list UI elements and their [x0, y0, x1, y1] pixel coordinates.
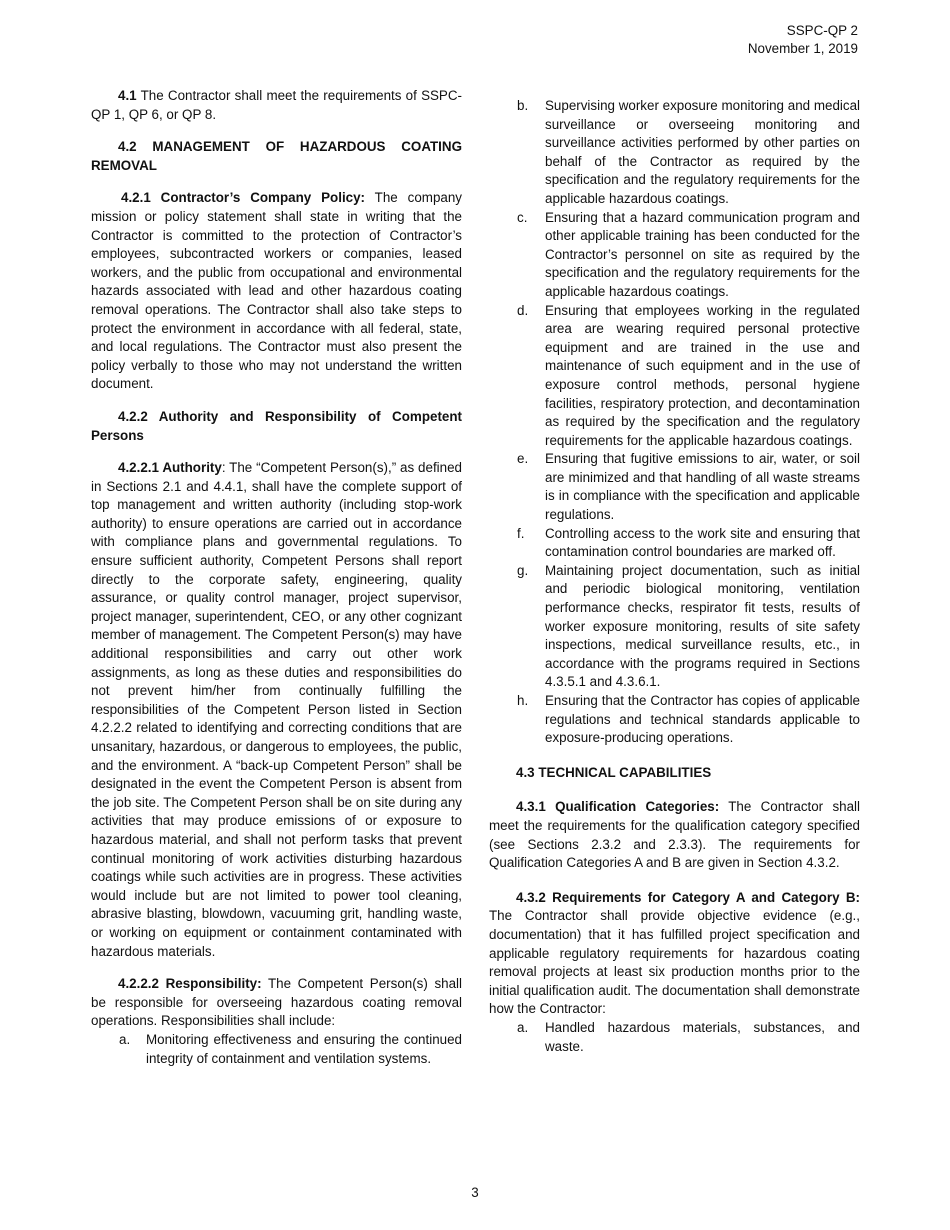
section-4-2-2-1-heading: 4.2.2.1 Authority [118, 460, 222, 476]
list-item [489, 209, 860, 302]
left-column [91, 87, 462, 1068]
list-item-label: b. [517, 98, 529, 113]
list-item-text: Controlling access to the work site and ensuring that contamination control boundaries are marked off. [545, 525, 860, 560]
list-item-text: Handled hazardous materials, substances, and waste. [545, 1019, 860, 1054]
section-4-2-heading: 4.2 MANAGEMENT OF HAZARDOUS COATING REMOVAL [91, 139, 462, 173]
list-item [489, 302, 860, 451]
demonstration-list [489, 1019, 860, 1056]
section-4-2-2-heading: 4.2.2 Authority and Responsibility of Competent Persons [91, 408, 462, 443]
list-item-text: Ensuring that fugitive emissions to air, water, or soil are minimized and that handling of all waste streams is in compliance with the specification and applicable regulations. [545, 451, 860, 523]
section-4-3-1-heading: 4.3.1 Qualification Categories: [516, 799, 720, 815]
list-item [489, 525, 860, 562]
list-item-text: Ensuring that employees working in the regulated area are wearing required personal protective equipment and are trained in the use and maintenance of such equipment and in the use of exposure control methods, personal hygiene facilities, respiratory protection, and decontamination as required by the specification and the regulatory requirements for the applicable hazardous coatings. [545, 302, 860, 448]
section-4-2-1 [91, 189, 462, 394]
document-id: SSPC-QP 2 [786, 23, 858, 38]
section-4-2-2-2 [91, 975, 462, 1031]
list-item [489, 97, 860, 209]
section-4-3-heading: 4.3 TECHNICAL CAPABILITIES [516, 764, 712, 780]
page-number: 3 [471, 1185, 479, 1200]
section-4-2-1-heading: 4.2.1 Contractor’s Company Policy: [121, 190, 366, 206]
list-item-label: e. [517, 451, 529, 467]
section-4-1-text: The Contractor shall meet the requirements of SSPC-QP 1, QP 6, or QP 8. [91, 88, 462, 122]
list-item-text: Ensuring that a hazard communication program and other applicable training has been conducted for the Contractor’s personnel on site as required by the specification and the regulatory requirements for the applicable hazardous coatings. [545, 209, 860, 299]
document-date: November 1, 2019 [747, 41, 858, 56]
list-item-label: d. [517, 302, 529, 318]
list-item-label: c. [517, 209, 528, 225]
section-4-3-1-text: The Contractor shall meet the requirements for the qualification category specified (see Sections 2.3.2 and 2.3.3). The requirements for Qualification Categories A and B are given in Section 4.3.2. [489, 799, 860, 871]
page-header [748, 22, 858, 58]
list-item-label: g. [517, 562, 529, 578]
section-4-2-2-1 [91, 459, 462, 961]
list-item-text: Ensuring that the Contractor has copies of applicable regulations and technical standards applicable to exposure-producing operations. [545, 693, 860, 746]
list-item-text: Monitoring effectiveness and ensuring the continued integrity of containment and ventilation systems. [146, 1031, 462, 1066]
section-4-3-1 [489, 798, 860, 872]
list-item-text: Maintaining project documentation, such as initial and periodic biological monitoring, ventilation performance checks, respirator fit tests, results of worker exposure monitoring, results of site safety inspections, medical surveillance results, etc., in accordance with the programs required in Sections 4.3.5.1 and 4.3.6.1. [545, 562, 860, 690]
list-item-label: h. [517, 693, 529, 708]
list-item-text: Supervising worker exposure monitoring and medical surveillance or overseeing monitoring and surveillance activities performed by other parties on behalf of the Contractor as required by the specification and the regulatory requirements for the applicable hazardous coatings. [545, 98, 860, 206]
section-4-2-2-1-text: : The “Competent Person(s),” as defined in Sections 2.1 and 4.4.1, shall have the complete support of top management and written authority (including stop-work authority) to ensure operations are carried out in accordance with compliance plans and governmental regulations. To ensure sufficient authority, Competent Persons shall report directly to the corporate safety, engineering, quality assurance, or quality control manager, project supervisor, project manager, superintendent, CEO, or any other cognizant member of management. The Competent Person(s) may have additional responsibilities and carry out other work assignments, as long as these duties and responsibilities do not prevent him/her from continually fulfilling the responsibilities of the Competent Person listed in Section 4.2.2.2 related to identifying and correcting conditions that are unsanitary, hazardous, or dangerous to employees, the public, and the environment. A “back-up Competent Person” shall be designated in the event the Competent Person is absent from the job site. The Competent Person shall be on site during any activities that may produce emissions of or exposure to hazardous material, and shall not perform tasks that prevent continual monitoring of work activities disturbing hazardous coatings while such activities are in progress. These activities would include but are not limited to power tool cleaning, abrasive blasting, blowdown, vacuuming grit, handling waste, or working on equipment or containment contaminated with hazardous materials. [91, 460, 462, 959]
list-item-label: a. [119, 1031, 131, 1047]
section-4-2-2-2-heading: 4.2.2.2 Responsibility: [118, 976, 262, 992]
section-4-2-2-2-text: The Competent Person(s) shall be responsible for overseeing hazardous coating removal operations. Responsibilities shall include: [91, 976, 462, 1029]
responsibility-list-left [91, 1031, 462, 1068]
section-4-1 [91, 87, 462, 124]
list-item-label: f. [517, 525, 525, 541]
section-4-3-2 [489, 889, 860, 1019]
section-4-3-2-heading: 4.3.2 Requirements for Category A and Category B: [516, 889, 860, 905]
section-4-3-2-text: The Contractor shall provide objective evidence (e.g., documentation) that it has fulfilled project specification and applicable regulatory requirements for hazardous coating removal projects at least six production months prior to the initial qualification audit. The documentation shall demonstrate how the Contractor: [489, 908, 860, 1017]
list-item [489, 562, 860, 692]
section-4-1-number: 4.1 [118, 88, 137, 103]
section-4-2-1-text: The company mission or policy statement shall state in writing that the Contractor is committed to the protection of Contractor’s employees, subcontracted workers or companies, leased workers, and the public from occupational and environmental hazards associated with lead and other hazardous coating removal operations. The Contractor shall also take steps to protect the environment in accordance with all federal, state, and local regulations. The Contractor must also present the policy verbally to those who may not understand the written document. [91, 190, 462, 392]
list-item [489, 450, 860, 524]
responsibility-list-right [489, 97, 860, 748]
list-item [489, 692, 860, 748]
list-item-label: a. [517, 1019, 529, 1035]
list-item [489, 1019, 860, 1056]
list-item [91, 1031, 462, 1068]
right-column [489, 97, 860, 1056]
